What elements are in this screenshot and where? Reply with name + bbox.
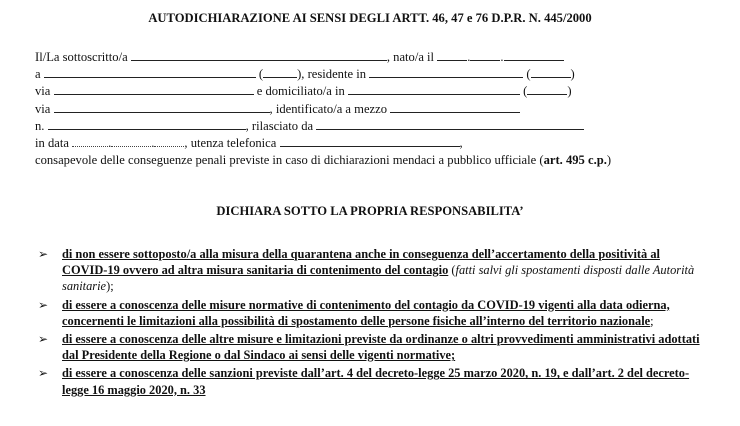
label-n: n. bbox=[35, 118, 45, 133]
field-name[interactable] bbox=[131, 48, 387, 61]
awareness-article: art. 495 c.p. bbox=[543, 153, 607, 167]
arrow-bullet-icon: ➢ bbox=[38, 247, 49, 261]
label-residente: ), residente in bbox=[297, 67, 366, 82]
field-id-document[interactable] bbox=[390, 100, 520, 113]
field-residence-street[interactable] bbox=[54, 82, 254, 95]
label-utenza: , utenza telefonica bbox=[184, 136, 277, 151]
date-separator: . bbox=[151, 136, 155, 151]
label-a: a bbox=[35, 67, 41, 82]
declaration-item bbox=[38, 297, 706, 329]
form-line-birthplace bbox=[35, 65, 584, 82]
field-phone[interactable] bbox=[280, 134, 460, 147]
field-issued-by[interactable] bbox=[316, 117, 584, 130]
field-birth-province[interactable] bbox=[263, 65, 297, 78]
paren-open: ( bbox=[526, 67, 531, 82]
declaration-italic-note: fatti salvi gli spostamenti disposti dalle Autorità sanitarie bbox=[62, 263, 695, 294]
declaration-heading: DICHIARA SOTTO LA PROPRIA RESPONSABILITA’ bbox=[216, 204, 524, 218]
declaration-item bbox=[38, 246, 706, 295]
paren-open: ( bbox=[448, 263, 456, 278]
paren-close: ) bbox=[606, 153, 612, 167]
date-separator: . bbox=[500, 50, 504, 64]
declaration-item bbox=[38, 331, 706, 363]
paren-close: ) bbox=[570, 67, 575, 82]
date-separator: . bbox=[108, 136, 112, 151]
field-residence-province[interactable] bbox=[531, 65, 571, 78]
declaration-end: ; bbox=[650, 313, 654, 328]
field-issue-month[interactable] bbox=[111, 134, 151, 147]
form-line-date-phone bbox=[35, 134, 584, 151]
label-in-data: in data bbox=[35, 136, 69, 151]
form-line-domicile-street bbox=[35, 100, 584, 117]
field-issue-year[interactable] bbox=[154, 134, 184, 147]
declaration-bold-text: di essere a conoscenza delle misure normative di contenimento del contagio da COVID-19 vigenti alla data odierna, concernenti le limitazioni alla possibilità di spostamento delle persone fisiche all’interno del territorio nazionale bbox=[62, 297, 670, 328]
field-domicile[interactable] bbox=[348, 82, 520, 95]
paren-open: ( bbox=[258, 67, 264, 82]
field-birth-year[interactable] bbox=[504, 48, 564, 61]
form-line-name bbox=[35, 48, 584, 65]
form-line-address bbox=[35, 82, 584, 99]
awareness-statement bbox=[35, 152, 715, 168]
declaration-bold-text: di essere a conoscenza delle sanzioni previste dall’art. 4 del decreto-legge 25 marzo 2020, n. 19, e dall’art. 2 del decreto-legge 16 maggio 2020, n. 33 bbox=[62, 366, 690, 397]
field-birth-month[interactable] bbox=[470, 48, 500, 61]
declaration-item bbox=[38, 365, 706, 397]
field-birthplace[interactable] bbox=[44, 65, 256, 78]
label-via: via bbox=[35, 84, 51, 99]
field-document-number[interactable] bbox=[48, 117, 246, 130]
label-rilasciato: , rilasciato da bbox=[245, 118, 314, 133]
label-nato: , nato/a il bbox=[386, 50, 435, 64]
declarations-list bbox=[38, 246, 706, 400]
label-domiciliato: e domiciliato/a in bbox=[256, 84, 345, 99]
label-sottoscritto: Il/La sottoscritto/a bbox=[35, 50, 128, 64]
comma: , bbox=[459, 136, 463, 151]
paren-open: ( bbox=[523, 84, 528, 99]
field-domicile-street[interactable] bbox=[54, 100, 270, 113]
arrow-bullet-icon: ➢ bbox=[38, 366, 49, 381]
label-via: via bbox=[35, 101, 51, 116]
field-birth-day[interactable] bbox=[437, 48, 467, 61]
declaration-bold-text: di non essere sottoposto/a alla misura della quarantena anche in conseguenza dell’accertamento della positività al COVID-19 ovvero ad altra misura sanitaria di contenimento del contagio bbox=[62, 247, 660, 278]
field-issue-day[interactable] bbox=[72, 134, 108, 147]
field-residence[interactable] bbox=[369, 65, 523, 78]
paren-close: ) bbox=[567, 84, 572, 99]
declaration-end: ); bbox=[106, 279, 114, 294]
date-separator: . bbox=[467, 50, 471, 64]
form-line-document-number bbox=[35, 117, 584, 134]
arrow-bullet-icon: ➢ bbox=[38, 332, 49, 347]
arrow-bullet-icon: ➢ bbox=[38, 297, 49, 312]
field-domicile-province[interactable] bbox=[527, 82, 567, 95]
document-title: AUTODICHIARAZIONE AI SENSI DEGLI ARTT. 46, 47 e 76 D.P.R. N. 445/2000 bbox=[148, 11, 592, 25]
awareness-text: consapevole delle conseguenze penali previste in caso di dichiarazioni mendaci a pubblico ufficiale ( bbox=[35, 153, 544, 167]
declaration-bold-text: di essere a conoscenza delle altre misure e limitazioni previste da ordinanze o altri provvedimenti amministrativi adottati dal Presidente della Regione o dal Sindaco ai sensi delle vigenti normative; bbox=[62, 332, 700, 363]
label-identificato: , identificato/a a mezzo bbox=[269, 101, 388, 116]
personal-data-form bbox=[35, 48, 584, 151]
